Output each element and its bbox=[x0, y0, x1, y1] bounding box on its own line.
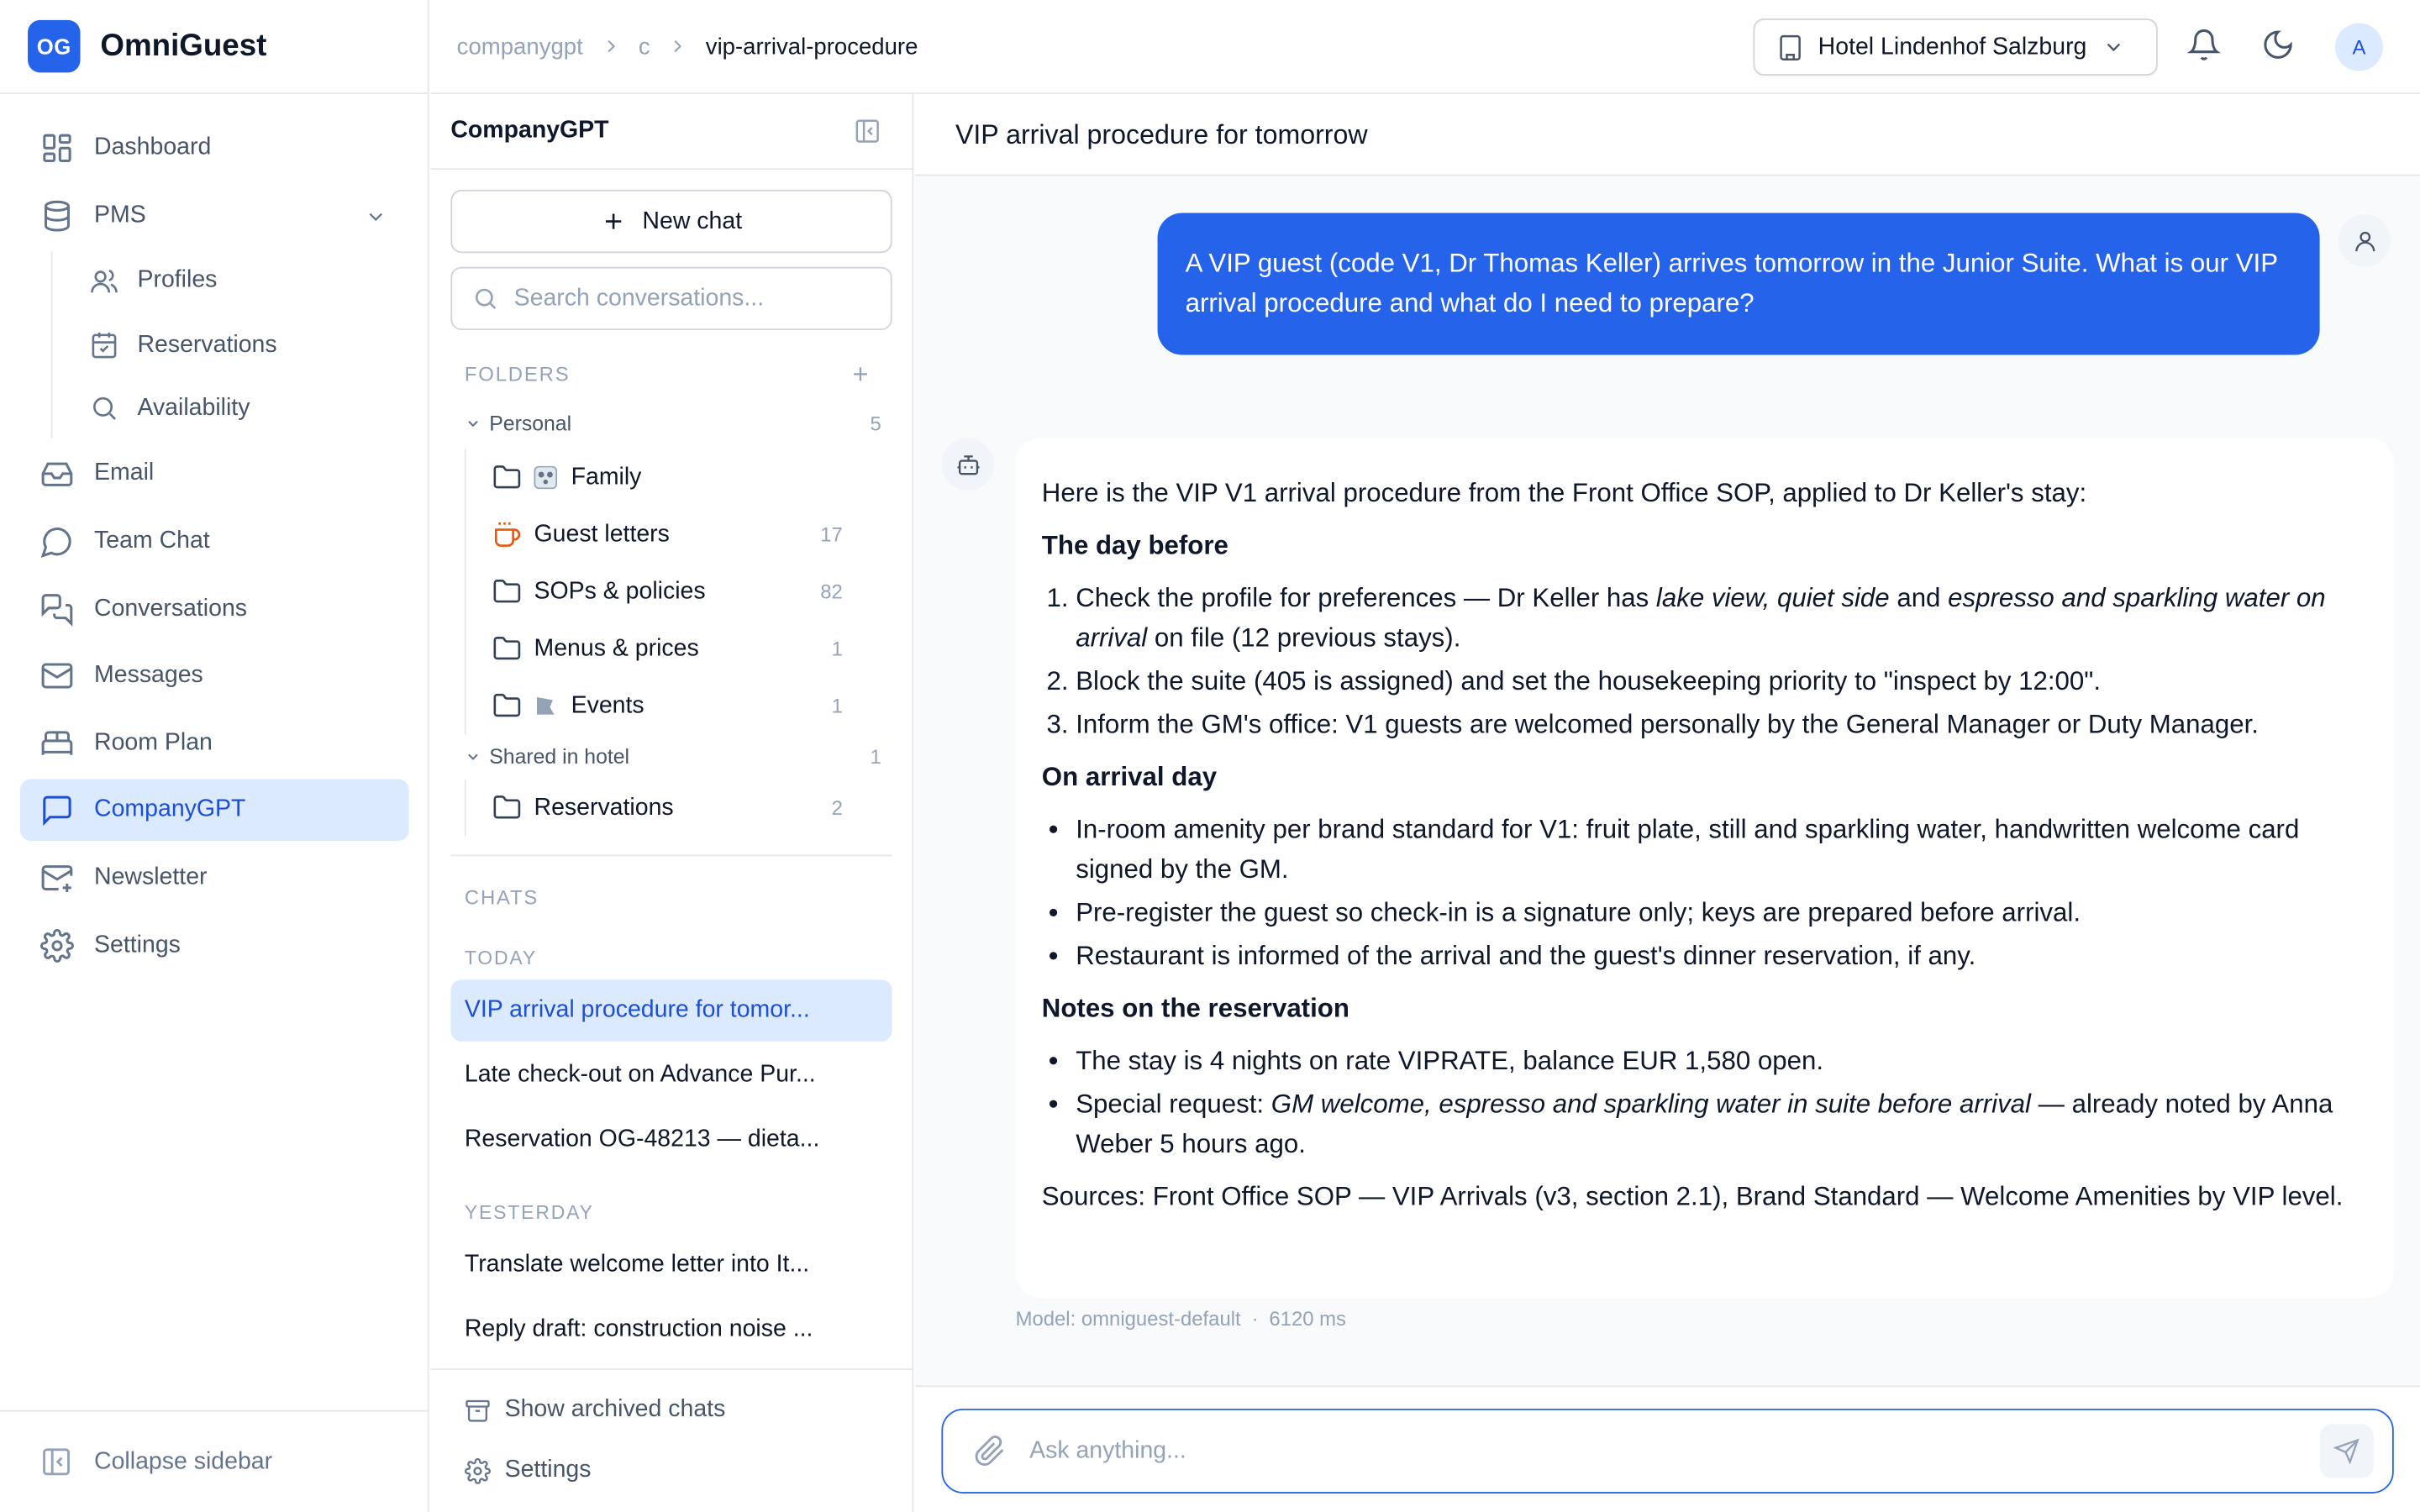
panel-settings-label: Settings bbox=[504, 1456, 592, 1483]
list-item: • Restaurant is informed of the arrival and the guest's dinner reservation, if any. bbox=[1076, 937, 2367, 977]
folder-icon bbox=[492, 634, 522, 664]
today-heading: TODAY bbox=[464, 947, 538, 969]
folder-name: SOPs & policies bbox=[534, 577, 706, 605]
nav-item-team-chat[interactable] bbox=[20, 511, 409, 572]
hotel-selector[interactable] bbox=[1754, 18, 2158, 76]
chevron-right-icon bbox=[600, 35, 622, 57]
collapse-sidebar-label: Collapse sidebar bbox=[94, 1447, 273, 1475]
flag-emoji-icon bbox=[534, 695, 558, 718]
newsletter-icon bbox=[40, 861, 74, 895]
assistant-avatar bbox=[941, 438, 993, 491]
collapse-panel-icon[interactable] bbox=[854, 118, 881, 145]
nav-item-companygpt[interactable] bbox=[20, 780, 409, 841]
folder-name: Reservations bbox=[534, 794, 674, 821]
panel-footer bbox=[430, 1368, 913, 1512]
send-button[interactable] bbox=[2320, 1424, 2374, 1478]
chevron-down-icon bbox=[2102, 35, 2126, 59]
gear-icon bbox=[40, 928, 74, 962]
user-message: A VIP guest (code V1, Dr Thomas Keller) arrives tomorrow in the Junior Suite. What is our VIP arrival procedure and what do I need to prepare? bbox=[1158, 213, 2320, 354]
meta-separator: · bbox=[1251, 1306, 1259, 1331]
family-emoji-icon bbox=[534, 466, 558, 490]
chat-item[interactable]: Reservation OG-48213 — dieta... bbox=[464, 1126, 820, 1153]
main-sidebar bbox=[0, 0, 429, 1512]
users-icon bbox=[90, 266, 119, 296]
add-folder-icon[interactable] bbox=[849, 363, 872, 386]
folder-group-shared[interactable] bbox=[465, 745, 881, 769]
message-input[interactable] bbox=[1029, 1437, 2264, 1465]
chevron-down-icon bbox=[465, 748, 481, 765]
nav-label: Reservations bbox=[137, 331, 277, 358]
new-chat-button[interactable] bbox=[450, 190, 892, 253]
gear-icon bbox=[465, 1457, 491, 1483]
conversation-title: VIP arrival procedure for tomorrow bbox=[915, 94, 2420, 176]
folder-count: 1 bbox=[831, 637, 843, 661]
calendar-icon bbox=[90, 330, 119, 360]
answer-heading: Notes on the reservation bbox=[1041, 993, 1349, 1023]
database-icon bbox=[40, 198, 74, 232]
nav-label: Settings bbox=[94, 931, 181, 958]
chats-heading: CHATS bbox=[464, 885, 539, 909]
group-count: 5 bbox=[870, 412, 881, 435]
folder-item[interactable] bbox=[466, 506, 860, 563]
show-archived-label: Show archived chats bbox=[504, 1396, 726, 1423]
user-avatar bbox=[2338, 214, 2391, 266]
chevron-down-icon bbox=[465, 415, 481, 432]
search-icon bbox=[472, 286, 498, 312]
nav-item-messages[interactable] bbox=[20, 645, 409, 706]
paperclip-icon[interactable] bbox=[974, 1435, 1007, 1467]
send-icon bbox=[2333, 1438, 2360, 1464]
chat-item[interactable]: Late check-out on Advance Pur... bbox=[464, 1061, 816, 1088]
group-label: Personal bbox=[489, 412, 572, 435]
dashboard-icon bbox=[40, 131, 74, 165]
folder-count: 1 bbox=[831, 694, 843, 718]
shared-folders bbox=[465, 780, 860, 837]
bell-icon[interactable] bbox=[2187, 28, 2221, 61]
breadcrumb bbox=[457, 33, 918, 59]
latency: 6120 ms bbox=[1269, 1306, 1347, 1331]
divider bbox=[450, 855, 892, 857]
answer-heading: On arrival day bbox=[1041, 762, 1218, 792]
avatar[interactable]: A bbox=[2335, 24, 2383, 71]
breadcrumb-item[interactable]: companygpt bbox=[456, 33, 583, 60]
nav-item-pms[interactable] bbox=[20, 185, 409, 246]
nav-label: Conversations bbox=[94, 595, 248, 622]
inbox-icon bbox=[40, 457, 74, 491]
app-name: OmniGuest bbox=[100, 28, 267, 63]
breadcrumb-current: vip-arrival-procedure bbox=[705, 33, 918, 60]
main-nav bbox=[20, 118, 409, 982]
bed-icon bbox=[40, 727, 74, 760]
notes-list bbox=[1042, 1042, 2368, 1165]
list-item: • In-room amenity per brand standard for V1: fruit plate, still and sparkling water, handwritten welcome card signed by the GM. bbox=[1076, 810, 2367, 890]
folder-icon bbox=[492, 577, 522, 606]
folder-item[interactable] bbox=[466, 449, 860, 506]
nav-item-dashboard[interactable] bbox=[20, 118, 409, 179]
folder-count: 17 bbox=[820, 522, 843, 547]
search-input[interactable] bbox=[514, 285, 869, 312]
nav-label: Messages bbox=[94, 662, 203, 689]
nav-item-profiles[interactable] bbox=[52, 252, 408, 311]
chat-item[interactable]: Reply draft: construction noise ... bbox=[464, 1315, 813, 1342]
folders-heading: FOLDERS bbox=[464, 362, 571, 386]
user-icon bbox=[2351, 228, 2377, 254]
panel-settings-button[interactable] bbox=[465, 1457, 592, 1484]
folder-icon bbox=[492, 793, 522, 822]
nav-label: CompanyGPT bbox=[94, 796, 246, 823]
list-item: 1. Check the profile for preferences — Dr Keller has lake view, quiet side and espresso and sparkling water on arrival on file (12 previous stays). bbox=[1076, 579, 2367, 659]
archive-icon bbox=[465, 1397, 491, 1423]
nav-item-room-plan[interactable] bbox=[20, 712, 409, 774]
folder-name: Menus & prices bbox=[534, 634, 699, 662]
day-before-list bbox=[1042, 579, 2368, 745]
message-square-icon bbox=[40, 794, 74, 827]
nav-item-email[interactable] bbox=[20, 444, 409, 505]
folder-icon bbox=[492, 463, 522, 492]
composer bbox=[941, 1409, 2393, 1494]
answer-sources: Sources: Front Office SOP — VIP Arrivals (v3, section 2.1), Brand Standard — Welcome Amenities by VIP level. bbox=[1041, 1181, 2344, 1211]
nav-label: Newsletter bbox=[94, 864, 208, 890]
chevron-right-icon bbox=[667, 35, 689, 57]
chat-list-panel bbox=[430, 94, 913, 1512]
folder-count: 2 bbox=[831, 795, 843, 820]
top-bar bbox=[430, 0, 2420, 94]
bot-icon bbox=[955, 451, 981, 477]
folder-name: Guest letters bbox=[534, 520, 670, 548]
brand[interactable] bbox=[0, 0, 428, 94]
folder-group-personal[interactable] bbox=[465, 412, 881, 435]
conversation-area bbox=[915, 94, 2420, 1512]
nav-label: Room Plan bbox=[94, 729, 213, 756]
conversations-icon bbox=[40, 591, 74, 625]
panel-title: CompanyGPT bbox=[450, 117, 609, 144]
new-chat-label: New chat bbox=[642, 207, 743, 234]
folder-item[interactable] bbox=[466, 780, 860, 837]
composer-bar bbox=[915, 1385, 2420, 1512]
list-item: • The stay is 4 nights on rate VIPRATE, balance EUR 1,580 open. bbox=[1076, 1042, 2367, 1082]
list-item: • Pre-register the guest so check-in is a signature only; keys are prepared before arrival. bbox=[1076, 893, 2367, 933]
folder-icon bbox=[492, 691, 522, 721]
list-item: • Special request: GM welcome, espresso and sparkling water in suite before arrival — already noted by Anna Weber 5 hours ago. bbox=[1076, 1084, 2367, 1165]
folder-name: Family bbox=[571, 463, 642, 491]
nav-label: Dashboard bbox=[94, 134, 212, 161]
folder-count: 82 bbox=[820, 580, 843, 604]
pms-submenu bbox=[51, 252, 409, 438]
folder-name: Events bbox=[571, 691, 644, 719]
chat-item[interactable]: Translate welcome letter into It... bbox=[464, 1251, 810, 1278]
search-icon bbox=[90, 394, 119, 423]
nav-item-reservations[interactable] bbox=[52, 316, 408, 375]
nav-label: Team Chat bbox=[94, 528, 210, 554]
folder-item[interactable] bbox=[466, 563, 860, 620]
collapse-sidebar-button[interactable] bbox=[0, 1410, 429, 1512]
group-count: 1 bbox=[870, 745, 881, 769]
model-name: Model: omniguest-default bbox=[1015, 1306, 1241, 1331]
personal-folders bbox=[465, 449, 860, 734]
app-logo: OG bbox=[28, 20, 80, 72]
folder-item[interactable] bbox=[466, 620, 860, 677]
assistant-message bbox=[1016, 438, 2394, 1298]
collapse-sidebar-icon bbox=[40, 1446, 73, 1478]
folder-item[interactable] bbox=[466, 677, 860, 734]
chevron-down-icon[interactable] bbox=[364, 205, 387, 228]
list-item: 3. Inform the GM's office: V1 guests are welcomed personally by the General Manager or Duty Manager. bbox=[1076, 705, 2367, 745]
moon-icon[interactable] bbox=[2261, 28, 2295, 61]
search-conversations bbox=[450, 267, 892, 330]
nav-label: Availability bbox=[137, 395, 250, 422]
nav-label: PMS bbox=[94, 201, 146, 228]
nav-item-conversations[interactable] bbox=[20, 578, 409, 639]
arrival-list bbox=[1042, 810, 2368, 976]
show-archived-button[interactable] bbox=[465, 1396, 725, 1424]
coffee-icon bbox=[492, 520, 522, 549]
chat-bubble-icon bbox=[40, 524, 74, 558]
building-icon bbox=[1776, 33, 1804, 60]
group-label: Shared in hotel bbox=[489, 745, 630, 769]
mail-icon bbox=[40, 659, 74, 693]
plus-icon bbox=[601, 208, 627, 234]
panel-header bbox=[430, 94, 912, 170]
message-meta bbox=[1016, 1307, 1346, 1331]
list-item: 2. Block the suite (405 is assigned) and set the housekeeping priority to "inspect by 12:00". bbox=[1076, 662, 2367, 702]
nav-item-settings[interactable] bbox=[20, 914, 409, 975]
nav-item-availability[interactable] bbox=[52, 380, 408, 438]
answer-heading: The day before bbox=[1041, 530, 1228, 560]
nav-item-newsletter[interactable] bbox=[20, 847, 409, 908]
breadcrumb-item[interactable]: c bbox=[638, 33, 650, 60]
hotel-name: Hotel Lindenhof Salzburg bbox=[1818, 33, 2087, 60]
nav-label: Email bbox=[94, 460, 155, 487]
answer-intro: Here is the VIP V1 arrival procedure from the Front Office SOP, applied to Dr Keller's stay: bbox=[1041, 478, 2087, 508]
chat-item[interactable]: VIP arrival procedure for tomor... bbox=[450, 979, 892, 1041]
yesterday-heading: YESTERDAY bbox=[464, 1201, 594, 1224]
nav-label: Profiles bbox=[137, 267, 218, 294]
